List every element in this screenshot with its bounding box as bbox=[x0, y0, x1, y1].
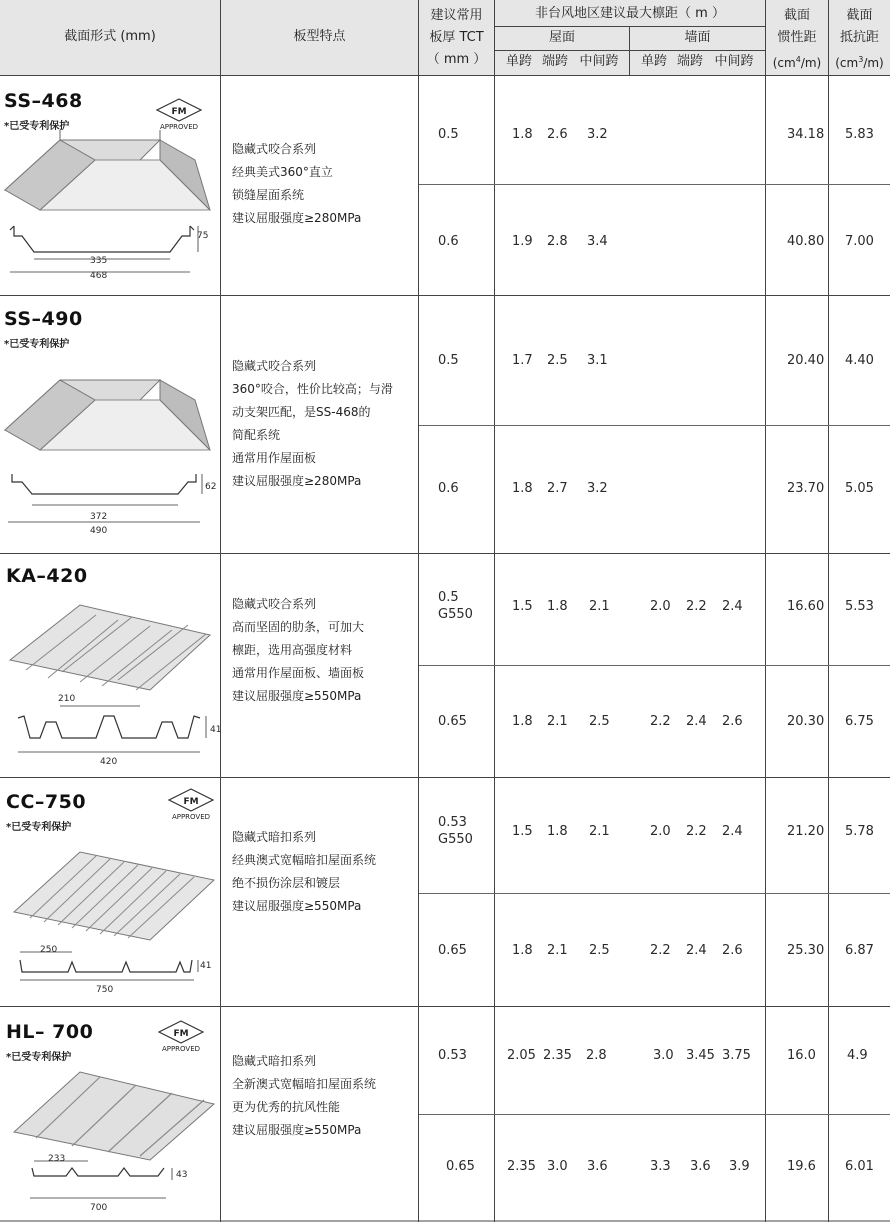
dim-height: 75 bbox=[197, 231, 209, 241]
header-modulus-line2: 抵抗距 bbox=[839, 30, 879, 45]
wall-single: 3.3 bbox=[650, 1159, 671, 1174]
wall-single: 2.0 bbox=[650, 599, 671, 614]
modulus-value: 5.78 bbox=[845, 824, 874, 839]
feature-line: 通常用作屋面板、墙面板 bbox=[232, 666, 365, 680]
wall-end: 2.2 bbox=[686, 824, 707, 839]
wall-end: 3.45 bbox=[686, 1048, 715, 1063]
tct-value: 0.6 bbox=[438, 234, 459, 249]
tct-value: 0.65 bbox=[446, 1159, 475, 1174]
roof-end: 1.8 bbox=[547, 824, 568, 839]
modulus-value: 4.9 bbox=[847, 1048, 868, 1063]
feature-list bbox=[232, 593, 364, 708]
inertia-value: 40.80 bbox=[787, 234, 825, 249]
roof-end: 2.7 bbox=[547, 481, 568, 496]
header-roof-mid: 中间跨 bbox=[579, 54, 619, 69]
inertia-value: 20.30 bbox=[787, 714, 825, 729]
feature-line: 360°咬合，性价比较高；与滑 bbox=[232, 382, 393, 396]
dim-height: 62 bbox=[205, 482, 217, 492]
roof-single: 1.8 bbox=[512, 127, 533, 142]
inertia-value: 25.30 bbox=[787, 943, 825, 958]
dim-width-total: 750 bbox=[96, 985, 114, 995]
tct-grade: G550 bbox=[438, 607, 473, 622]
tct-grade: G550 bbox=[438, 832, 473, 847]
roof-end: 2.1 bbox=[547, 943, 568, 958]
modulus-value: 6.75 bbox=[845, 714, 874, 729]
inertia-unit-b: /m) bbox=[800, 56, 822, 70]
patent-note: *已受专利保护 bbox=[6, 1052, 72, 1063]
cc750-panel-illustration bbox=[14, 852, 214, 940]
inertia-value: 19.6 bbox=[787, 1159, 816, 1174]
modulus-unit-sup: 3 bbox=[858, 55, 864, 64]
header-roof-end: 端跨 bbox=[541, 54, 568, 69]
feature-list bbox=[232, 138, 361, 230]
roof-mid: 3.2 bbox=[587, 127, 608, 142]
wall-single: 2.2 bbox=[650, 943, 671, 958]
roof-end: 2.6 bbox=[547, 127, 568, 142]
inertia-unit-a: (cm bbox=[772, 56, 796, 70]
inertia-value: 21.20 bbox=[787, 824, 825, 839]
roof-mid: 2.1 bbox=[589, 824, 610, 839]
dim-height: 43 bbox=[176, 1170, 188, 1180]
inertia-value: 34.18 bbox=[787, 127, 825, 142]
roof-mid: 2.5 bbox=[589, 714, 610, 729]
roof-end: 1.8 bbox=[547, 599, 568, 614]
modulus-value: 7.00 bbox=[845, 234, 874, 249]
fm-badge-bottom: APPROVED bbox=[171, 813, 211, 821]
wall-single: 2.0 bbox=[650, 824, 671, 839]
wall-mid: 3.75 bbox=[722, 1048, 751, 1063]
roof-single: 2.05 bbox=[507, 1048, 536, 1063]
wall-mid: 3.9 bbox=[729, 1159, 750, 1174]
ss490-panel-illustration bbox=[5, 380, 210, 450]
header-roof: 屋面 bbox=[548, 30, 575, 45]
roof-single: 1.8 bbox=[512, 943, 533, 958]
header-thickness-line1: 建议常用 bbox=[430, 8, 483, 23]
header-wall-mid: 中间跨 bbox=[714, 54, 754, 69]
fm-badge-bottom: APPROVED bbox=[161, 1045, 201, 1053]
inertia-value: 23.70 bbox=[787, 481, 825, 496]
modulus-unit-a: (cm bbox=[835, 56, 859, 70]
feature-line: 建议屈服强度≥550MPa bbox=[232, 899, 362, 913]
dim-height: 41 bbox=[210, 725, 222, 735]
ka420-profile-drawing bbox=[18, 706, 206, 752]
header-section-form: 截面形式 (mm) bbox=[64, 29, 156, 44]
roof-single: 1.5 bbox=[512, 824, 533, 839]
header-modulus-unit bbox=[829, 50, 890, 73]
wall-single: 2.2 bbox=[650, 714, 671, 729]
dim-width-inner: 335 bbox=[90, 256, 108, 266]
feature-line: 隐藏式咬合系列 bbox=[232, 142, 317, 156]
wall-single: 3.0 bbox=[653, 1048, 674, 1063]
feature-line: 通常用作屋面板 bbox=[232, 451, 317, 465]
hl700-panel-illustration bbox=[14, 1072, 214, 1160]
feature-line: 隐藏式暗扣系列 bbox=[232, 1054, 317, 1068]
tct-value: 0.5 bbox=[438, 590, 459, 605]
wall-end: 2.2 bbox=[686, 599, 707, 614]
inertia-unit-sup: 4 bbox=[795, 55, 801, 64]
roof-single: 1.5 bbox=[512, 599, 533, 614]
dim-width-inner: 372 bbox=[90, 512, 108, 522]
tct-value: 0.65 bbox=[438, 943, 467, 958]
roof-mid: 2.5 bbox=[589, 943, 610, 958]
dim-width-total: 700 bbox=[90, 1203, 108, 1213]
fm-badge-icon bbox=[156, 1020, 206, 1054]
header-modulus-line1: 截面 bbox=[846, 8, 873, 23]
feature-line: 檩距，选用高强度材料 bbox=[232, 643, 353, 657]
roof-single: 2.35 bbox=[507, 1159, 536, 1174]
header-roof-single: 单跨 bbox=[505, 54, 532, 69]
modulus-value: 5.05 bbox=[845, 481, 874, 496]
dim-width-total: 490 bbox=[90, 526, 108, 536]
roof-mid: 3.2 bbox=[587, 481, 608, 496]
tct-value: 0.5 bbox=[438, 353, 459, 368]
product-model: CC–750 bbox=[6, 791, 87, 813]
roof-mid: 3.1 bbox=[587, 353, 608, 368]
dim-width-total: 468 bbox=[90, 271, 108, 281]
roof-end: 2.35 bbox=[543, 1048, 572, 1063]
header-thickness-line3: （ mm ） bbox=[426, 52, 487, 67]
product-model: KA–420 bbox=[6, 565, 88, 587]
inertia-value: 16.0 bbox=[787, 1048, 816, 1063]
product-model: SS–468 bbox=[4, 90, 83, 112]
header-wall: 墙面 bbox=[684, 30, 711, 45]
header-inertia-line2: 惯性距 bbox=[777, 30, 817, 45]
modulus-value: 6.87 bbox=[845, 943, 874, 958]
tct-value: 0.65 bbox=[438, 714, 467, 729]
patent-note: *已受专利保护 bbox=[4, 339, 70, 350]
feature-line: 隐藏式咬合系列 bbox=[232, 359, 317, 373]
wall-mid: 2.4 bbox=[722, 599, 743, 614]
tct-value: 0.5 bbox=[438, 127, 459, 142]
roof-mid: 2.1 bbox=[589, 599, 610, 614]
feature-line: 建议屈服强度≥550MPa bbox=[232, 1123, 362, 1137]
fm-badge-bottom: APPROVED bbox=[159, 123, 199, 131]
feature-line: 隐藏式咬合系列 bbox=[232, 597, 317, 611]
feature-line: 绝不损伤涂层和镀层 bbox=[232, 876, 341, 890]
feature-line: 锁缝屋面系统 bbox=[232, 188, 305, 202]
roof-end: 2.8 bbox=[547, 234, 568, 249]
feature-line: 简配系统 bbox=[232, 428, 281, 442]
patent-note: *已受专利保护 bbox=[6, 822, 72, 833]
feature-line: 经典澳式宽幅暗扣屋面系统 bbox=[232, 853, 377, 867]
wall-mid: 2.6 bbox=[722, 714, 743, 729]
ka420-panel-illustration bbox=[10, 605, 210, 690]
wall-mid: 2.4 bbox=[722, 824, 743, 839]
feature-list bbox=[232, 1050, 376, 1142]
inertia-value: 20.40 bbox=[787, 353, 825, 368]
tct-value: 0.6 bbox=[438, 481, 459, 496]
roof-mid: 3.6 bbox=[587, 1159, 608, 1174]
roof-single: 1.7 bbox=[512, 353, 533, 368]
product-model: HL– 700 bbox=[6, 1021, 94, 1043]
feature-line: 全新澳式宽幅暗扣屋面系统 bbox=[232, 1077, 377, 1091]
fm-badge-top: FM bbox=[173, 1029, 189, 1039]
wall-mid: 2.6 bbox=[722, 943, 743, 958]
roof-end: 2.1 bbox=[547, 714, 568, 729]
modulus-value: 6.01 bbox=[845, 1159, 874, 1174]
header-wall-end: 端跨 bbox=[676, 54, 703, 69]
modulus-value: 4.40 bbox=[845, 353, 874, 368]
patent-note: *已受专利保护 bbox=[4, 121, 70, 132]
product-model: SS–490 bbox=[4, 308, 83, 330]
fm-approved-badge bbox=[166, 788, 216, 822]
roof-single: 1.8 bbox=[512, 481, 533, 496]
dim-width-inner: 250 bbox=[40, 945, 58, 955]
feature-line: 建议屈服强度≥280MPa bbox=[232, 211, 362, 225]
dim-width-inner: 233 bbox=[48, 1154, 66, 1164]
modulus-value: 5.83 bbox=[845, 127, 874, 142]
fm-badge-top: FM bbox=[183, 797, 199, 807]
tct-value: 0.53 bbox=[438, 1048, 467, 1063]
feature-line: 建议屈服强度≥550MPa bbox=[232, 689, 362, 703]
roof-end: 2.5 bbox=[547, 353, 568, 368]
feature-line: 高而坚固的肋条，可加大 bbox=[232, 620, 365, 634]
roof-single: 1.9 bbox=[512, 234, 533, 249]
tct-value: 0.53 bbox=[438, 815, 467, 830]
wall-end: 2.4 bbox=[686, 943, 707, 958]
feature-line: 隐藏式暗扣系列 bbox=[232, 830, 317, 844]
wall-end: 2.4 bbox=[686, 714, 707, 729]
fm-approved-badge bbox=[156, 1020, 206, 1054]
feature-line: 动支架匹配，是SS-468的 bbox=[232, 405, 371, 419]
dim-height: 41 bbox=[200, 961, 212, 971]
fm-badge-icon bbox=[166, 788, 216, 822]
feature-line: 经典美式360°直立 bbox=[232, 165, 333, 179]
feature-line: 建议屈服强度≥280MPa bbox=[232, 474, 362, 488]
fm-badge-top: FM bbox=[171, 107, 187, 117]
fm-approved-badge bbox=[154, 98, 204, 132]
feature-list bbox=[232, 826, 376, 918]
header-inertia-line1: 截面 bbox=[783, 8, 810, 23]
roof-mid: 3.4 bbox=[587, 234, 608, 249]
header-wall-single: 单跨 bbox=[640, 54, 667, 69]
header-span-group: 非台风地区建议最大檩距（ m ） bbox=[535, 6, 725, 21]
header-features: 板型特点 bbox=[293, 29, 346, 44]
dim-width-inner: 210 bbox=[58, 694, 76, 704]
header-inertia-unit bbox=[766, 50, 828, 73]
modulus-value: 5.53 bbox=[845, 599, 874, 614]
inertia-value: 16.60 bbox=[787, 599, 825, 614]
modulus-unit-b: /m) bbox=[863, 56, 884, 70]
dim-width-total: 420 bbox=[100, 757, 118, 767]
roof-single: 1.8 bbox=[512, 714, 533, 729]
wall-end: 3.6 bbox=[690, 1159, 711, 1174]
header-thickness-line2: 板厚 TCT bbox=[429, 30, 484, 45]
roof-end: 3.0 bbox=[547, 1159, 568, 1174]
ss468-panel-illustration bbox=[5, 130, 210, 210]
feature-list bbox=[232, 355, 393, 493]
feature-line: 更为优秀的抗风性能 bbox=[232, 1100, 341, 1114]
fm-badge-icon bbox=[154, 98, 204, 132]
roof-mid: 2.8 bbox=[586, 1048, 607, 1063]
